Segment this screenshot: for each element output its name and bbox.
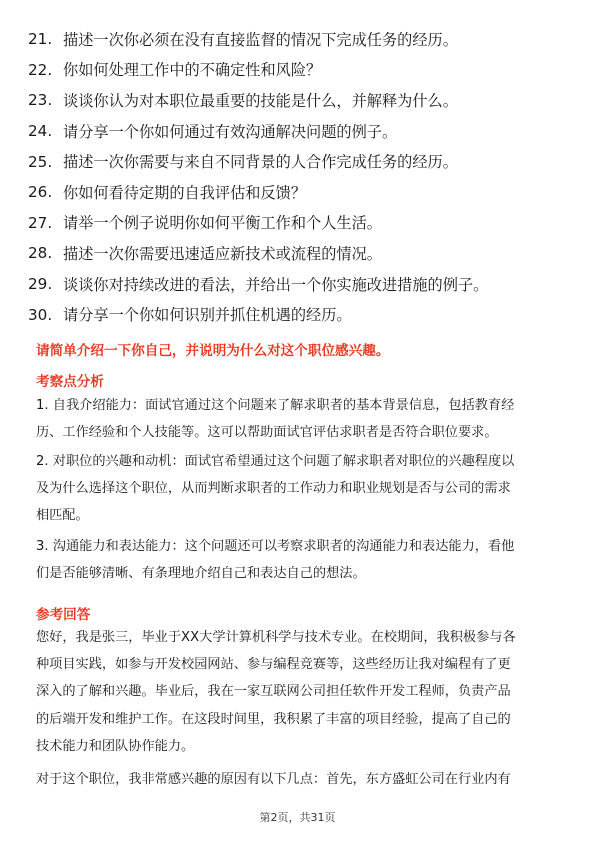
text-line: 技术能力和团队协作能力。 bbox=[36, 738, 195, 754]
text-line: 2. 对职位的兴趣和动机：面试官希望通过这个问题了解求职者对职位的兴趣程度以 bbox=[36, 454, 515, 469]
answer-heading: 参考回答 bbox=[36, 607, 91, 623]
question-text: 谈谈你对持续改进的看法，并给出一个你实施改进措施的例子。 bbox=[63, 275, 489, 294]
question-text: 描述一次你需要迅速适应新技术或流程的情况。 bbox=[63, 244, 382, 263]
question-text: 你如何看待定期的自我评估和反馈？ bbox=[63, 183, 306, 202]
text-line: 相匹配。 bbox=[36, 508, 89, 524]
text-line: 及为什么选择这个职位，从而判断求职者的工作动力和职业规划是否与公司的需求 bbox=[36, 481, 511, 497]
question-text: 描述一次你需要与来自不同背景的人合作完成任务的经历。 bbox=[63, 153, 458, 172]
analysis-heading: 考察点分析 bbox=[36, 374, 104, 390]
question-number: 29. bbox=[28, 275, 53, 294]
question-number: 28. bbox=[28, 244, 53, 263]
question-item bbox=[28, 177, 573, 208]
text-line: 们是否能够清晰、有条理地介绍自己和表达自己的想法。 bbox=[36, 566, 366, 582]
question-item bbox=[28, 24, 573, 55]
text-line: 1. 自我介绍能力：面试官通过这个问题来了解求职者的基本背景信息，包括教育经 bbox=[36, 398, 515, 413]
question-item bbox=[28, 146, 573, 177]
text-line: 历、工作经验和个人技能等。这可以帮助面试官评估求职者是否符合职位要求。 bbox=[36, 425, 498, 441]
question-text: 请分享一个你如何识别并抓住机遇的经历。 bbox=[63, 306, 352, 325]
question-number: 26. bbox=[28, 183, 53, 202]
analysis-paragraph-2 bbox=[36, 448, 562, 530]
question-text: 描述一次你必须在没有直接监督的情况下完成任务的经历。 bbox=[63, 30, 458, 49]
question-number: 22. bbox=[28, 60, 53, 79]
question-number: 25. bbox=[28, 152, 53, 171]
question-title: 请简单介绍一下你自己，并说明为什么对这个职位感兴趣。 bbox=[36, 343, 390, 359]
question-item bbox=[28, 238, 573, 269]
text-line: 3. 沟通能力和表达能力：这个问题还可以考察求职者的沟通能力和表达能力，看他 bbox=[36, 539, 515, 554]
answer-paragraph-1 bbox=[36, 624, 562, 760]
question-item bbox=[28, 85, 573, 116]
analysis-paragraph-1 bbox=[36, 392, 562, 446]
question-number: 21. bbox=[28, 30, 53, 49]
question-item bbox=[28, 55, 573, 86]
text-line: 深入的了解和兴趣。毕业后，我在一家互联网公司担任软件开发工程师，负责产品 bbox=[36, 684, 511, 700]
text-line: 对于这个职位，我非常感兴趣的原因有以下几点：首先，东方盛虹公司在行业内有 bbox=[36, 772, 511, 787]
analysis-paragraph-3 bbox=[36, 533, 562, 587]
question-text: 你如何处理工作中的不确定性和风险？ bbox=[63, 61, 322, 80]
question-item bbox=[28, 208, 573, 239]
question-text: 谈谈你认为对本职位最重要的技能是什么，并解释为什么。 bbox=[63, 91, 458, 110]
text-line: 您好，我是张三，毕业于XX大学计算机科学与技术专业。在校期间，我积极参与各 bbox=[36, 630, 516, 645]
question-item bbox=[28, 269, 573, 300]
question-text: 请举一个例子说明你如何平衡工作和个人生活。 bbox=[63, 214, 382, 233]
text-line: 的后端开发和维护工作。在这段时间里，我积累了丰富的项目经验，提高了自己的 bbox=[36, 711, 511, 727]
question-list bbox=[28, 24, 573, 330]
page-footer: 第2页，共31页 bbox=[259, 811, 336, 824]
question-item bbox=[28, 116, 573, 147]
question-item bbox=[28, 299, 573, 330]
text-line: 种项目实践，如参与开发校园网站、参与编程竞赛等，这些经历让我对编程有了更 bbox=[36, 657, 511, 673]
question-number: 23. bbox=[28, 91, 53, 110]
question-number: 24. bbox=[28, 122, 53, 141]
answer-paragraph-2 bbox=[36, 766, 562, 793]
question-text: 请分享一个你如何通过有效沟通解决问题的例子。 bbox=[63, 122, 398, 141]
question-number: 30. bbox=[28, 305, 53, 324]
question-number: 27. bbox=[28, 213, 53, 232]
